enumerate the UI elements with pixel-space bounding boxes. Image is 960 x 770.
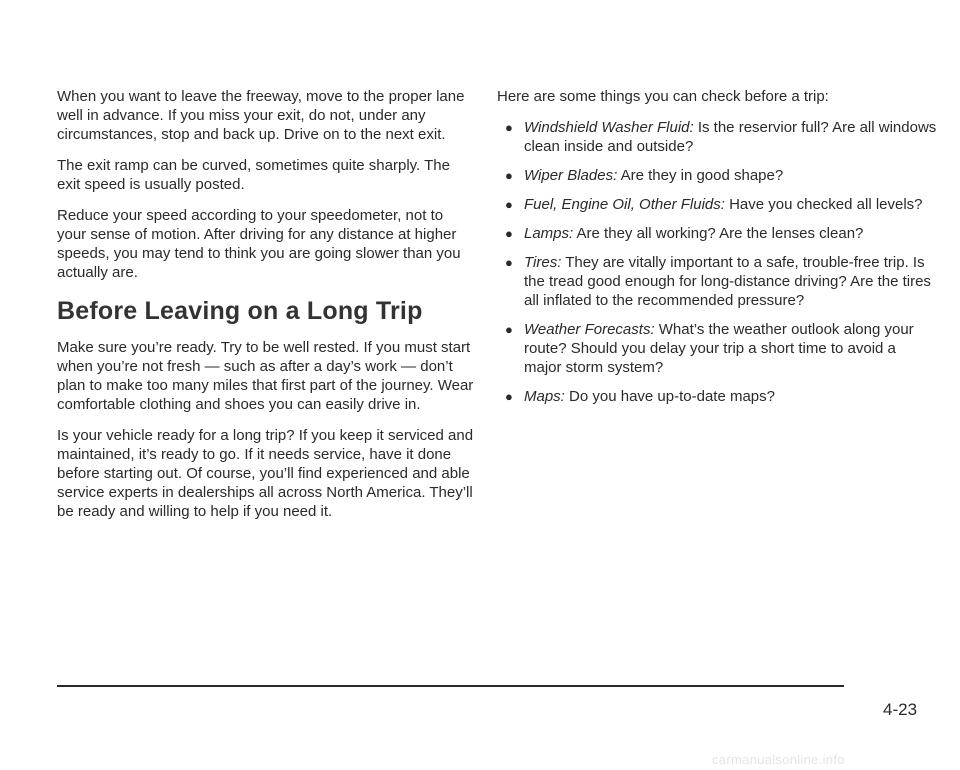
checklist-intro: Here are some things you can check before a trip:	[497, 88, 829, 105]
item-term: Wiper Blades:	[524, 167, 618, 184]
list-item	[497, 195, 937, 214]
item-term: Weather Forecasts:	[524, 321, 655, 338]
section-heading: Before Leaving on a Long Trip	[57, 297, 423, 325]
bullet-icon: ●	[505, 389, 513, 404]
list-item	[497, 166, 937, 185]
watermark: carmanualsonline.info	[712, 752, 845, 767]
paragraph-reduce-speed: Reduce your speed according to your speedometer, not to your sense of motion. After driving for any distance at higher speeds, you may tend to think you are going slower than you actually are.	[57, 207, 461, 281]
list-item	[497, 387, 937, 406]
item-term: Fuel, Engine Oil, Other Fluids:	[524, 196, 725, 213]
item-term: Tires:	[524, 254, 562, 271]
bullet-icon: ●	[505, 322, 513, 337]
right-column	[497, 87, 937, 416]
list-item	[497, 224, 937, 243]
trip-checklist	[497, 118, 937, 406]
item-text: Are they in good shape?	[617, 167, 784, 184]
bullet-icon: ●	[505, 255, 513, 270]
list-item	[497, 118, 937, 156]
bullet-icon: ●	[505, 197, 513, 212]
bullet-icon: ●	[505, 120, 513, 135]
item-text: Do you have up-to-date maps?	[564, 388, 775, 405]
paragraph-vehicle-ready: Is your vehicle ready for a long trip? If you keep it serviced and maintained, it’s ready to go. If it needs service, have it done before starting out. Of course, you’ll find experienced and able service experts in dealerships all across North America. They’ll be ready and willing to help if you need it.	[57, 427, 474, 520]
paragraph-be-ready: Make sure you’re ready. Try to be well rested. If you must start when you’re not fresh — such as after a day’s work — don’t plan to make too many miles that first part of the journey. Wear comfortable clothing and shoes you can easily drive in.	[57, 339, 474, 413]
item-text: They are vitally important to a safe, trouble-free trip. Is the tread good enough for long-distance driving? Are the tires all inflated to the recommended pressure?	[524, 254, 931, 309]
left-column	[57, 87, 475, 533]
item-text: What’s the weather outlook along your route? Should you delay your trip a short time to avoid a major storm system?	[524, 321, 914, 376]
bullet-icon: ●	[505, 226, 513, 241]
paragraph-exit-lane: When you want to leave the freeway, move to the proper lane well in advance. If you miss your exit, do not, under any circumstances, stop and back up. Drive on to the next exit.	[57, 88, 465, 143]
bullet-icon: ●	[505, 168, 513, 183]
page-number: 4-23	[883, 700, 918, 719]
list-item	[497, 253, 937, 310]
footer-rule	[57, 685, 844, 687]
list-item	[497, 320, 937, 377]
item-text: Are they all working? Are the lenses clean?	[573, 225, 864, 242]
item-term: Lamps:	[524, 225, 574, 242]
item-term: Windshield Washer Fluid:	[524, 119, 694, 136]
item-text: Is the reservior full? Are all windows clean inside and outside?	[524, 119, 937, 155]
item-term: Maps:	[524, 388, 565, 405]
item-text: Have you checked all levels?	[724, 196, 923, 213]
paragraph-exit-ramp: The exit ramp can be curved, sometimes quite sharply. The exit speed is usually posted.	[57, 157, 450, 193]
